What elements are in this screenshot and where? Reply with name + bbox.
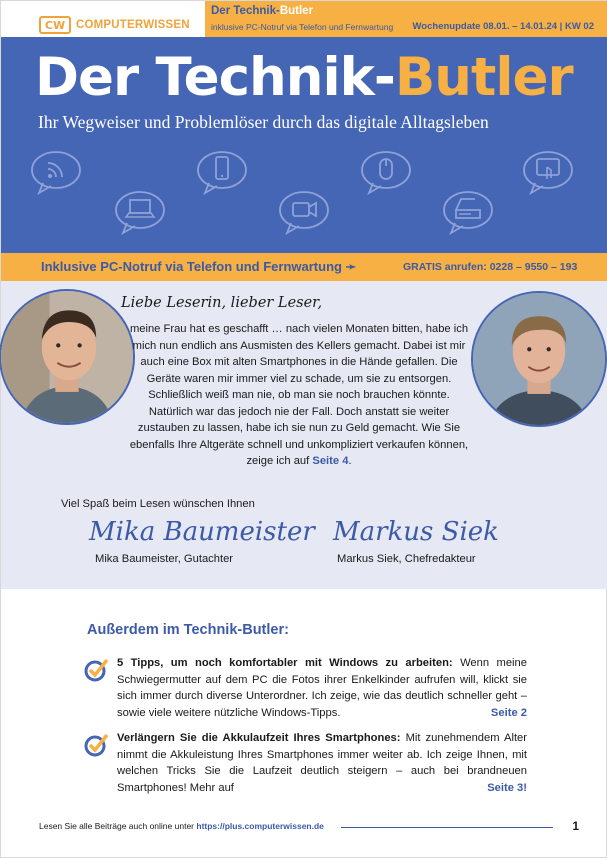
teaser-body: Mit zunehmendem Alter nimmt die Akkuleistung Ihres Smartphones immer weiter ab. Ich zeige Ihnen, mit welchen Tricks Sie die Laufzeit deutlich steigern – auch bei brandneuen Smartphones! Mehr auf (117, 732, 527, 794)
scanner-icon (441, 189, 495, 235)
teaser-link-end: ! (523, 781, 527, 794)
author-photo-markus (471, 291, 607, 427)
author-photo-mika (0, 289, 135, 425)
teaser-link-label[interactable]: Seite 3 (487, 781, 524, 794)
signature-markus: Markus Siek (333, 517, 499, 547)
video-camera-icon (277, 189, 331, 235)
top-bar (1, 1, 607, 37)
signer-name-markus: Markus Siek, Chefredakteur (337, 553, 476, 565)
issue-title (211, 5, 313, 17)
editorial-letter (1, 281, 607, 589)
ribbon-text: Inklusive PC-Notruf via Telefon und Fernwartung ➛ (41, 259, 357, 274)
headline-part2: Butler (394, 47, 573, 108)
check-icon (83, 657, 109, 683)
teaser-item (87, 655, 527, 721)
mouse-icon (359, 149, 413, 195)
teaser-lead: 5 Tipps, um noch komfortabler mit Windows zu arbeiten: (117, 657, 453, 669)
issue-subtitle: inklusive PC-Notruf via Telefon und Fernwartung (211, 22, 394, 32)
footer-text (39, 821, 324, 831)
check-icon (83, 732, 109, 758)
headline (35, 45, 573, 111)
gratis-hotline: GRATIS anrufen: 0228 – 9550 – 193 (403, 261, 578, 273)
teaser-item (87, 730, 527, 796)
signer-name-mika: Mika Baumeister, Gutachter (95, 553, 234, 565)
masthead (1, 37, 607, 253)
letter-body (129, 321, 469, 470)
teaser-text (117, 730, 527, 796)
issue-info (205, 1, 607, 37)
headline-part1: Der Technik- (35, 47, 395, 108)
salutation: Liebe Leserin, lieber Leser, (121, 295, 323, 311)
laptop-icon (113, 189, 167, 235)
rss-icon (29, 149, 83, 195)
closing-line: Viel Spaß beim Lesen wünschen Ihnen (61, 498, 255, 510)
letter-page-link[interactable]: Seite 4 (312, 455, 349, 467)
issue-title-part1: Der Technik- (211, 5, 280, 17)
issue-week: Wochenupdate 08.01. – 14.01.24 | KW 02 (412, 21, 594, 32)
smartphone-icon (195, 149, 249, 195)
teaser-body: Wenn meine Schwiegermutter auf dem PC die Fotos ihrer Enkelkinder aufrufen will, klickt sie sich immer durch diverse Unterordner. Ich zeige, wie das deutlich schneller geht – sowie viele weitere nützliche Windows-Tipps. (117, 657, 527, 719)
touchscreen-icon (521, 149, 575, 195)
brand-logo-icon: CW (39, 16, 71, 34)
teaser-page-link[interactable] (491, 705, 527, 722)
teaser-link-label[interactable]: Seite 2 (490, 706, 527, 719)
page-number: 1 (572, 819, 579, 833)
letter-body-end: . (348, 455, 352, 467)
letter-body-text: meine Frau hat es geschafft … nach vielen Monaten bitten, habe ich mich nun endlich ans Ausmisten des Kellers gemacht. Dabei ist mir auch eine Box mit alten Smartphones in die Hände gefallen. Die Geräte waren mir immer viel zu schade, um sie zu entsorgen. Schließlich weiß man nie, ob man sie noch brauchen könnte. Natürlich war das jedoch nie der Fall. Doch anstatt sie weiter zustauben zu lassen, habe ich sie nun zu Geld gemacht. Wie Sie ebenfalls Ihre Altgeräte schnell und unkompliziert verkaufen können, zeige ich auf (129, 323, 469, 467)
issue-title-part2: Butler (279, 5, 314, 17)
footer-divider (341, 827, 553, 828)
footer-url-link[interactable]: https://plus.computerwissen.de (196, 821, 324, 831)
notruf-ribbon (1, 253, 607, 281)
also-section-title: Außerdem im Technik-Butler: (87, 622, 289, 638)
teaser-page-link[interactable] (487, 780, 527, 797)
footer (39, 821, 579, 835)
brand (39, 15, 190, 35)
signature-mika: Mika Baumeister (89, 517, 315, 547)
teaser-text (117, 655, 527, 721)
footer-label: Lesen Sie alle Beiträge auch online unter (39, 821, 194, 831)
brand-name: COMPUTERWISSEN (76, 19, 190, 31)
tagline: Ihr Wegweiser und Problemlöser durch das digitale Alltagsleben (38, 112, 489, 132)
teaser-lead: Verlängern Sie die Akkulaufzeit Ihres Smartphones: (117, 732, 401, 744)
